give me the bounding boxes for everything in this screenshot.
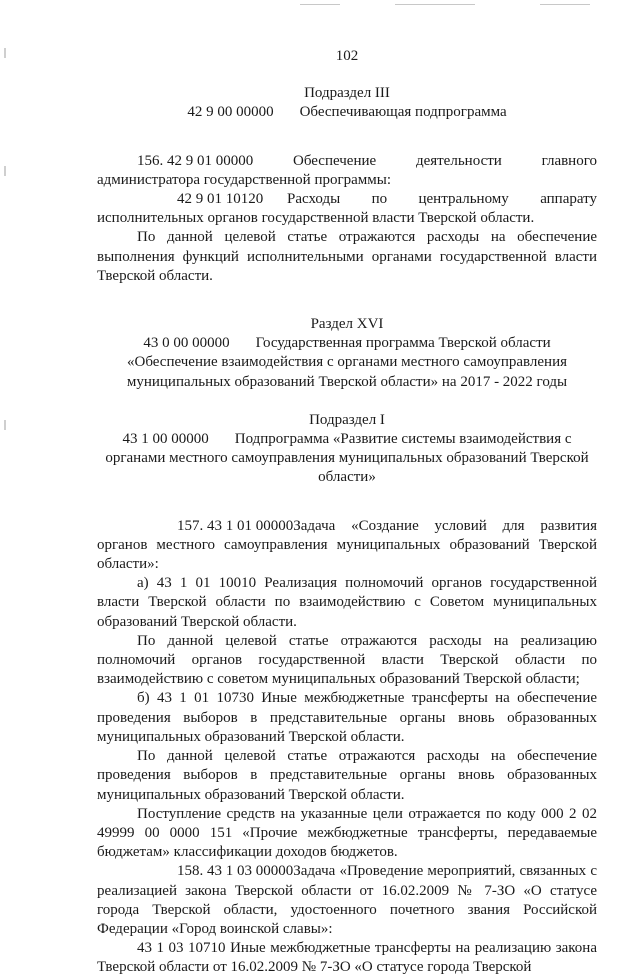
subsection-name: Обеспечивающая подпрограмма (299, 104, 507, 121)
budget-code: 42 9 00 00000 (187, 104, 274, 121)
item-157-a: а) 43 1 01 10010 Реализация полномочий органов государственной власти Тверской области по взаимодействию с Советом муниципальных образований Тверской области. (97, 575, 597, 630)
scan-artifact (4, 166, 6, 176)
item-number-code: 157. 43 1 01 00000 (177, 517, 294, 534)
item-text: Задача «Проведение мероприятий, связанных с реализацией закона Тверской области от 16.02.2009 № 7-ЗО «О статусе города Тверской области, удостоенного почетного звания Российской Федерации «Город воинской славы»: (97, 863, 597, 937)
budget-code: 42 9 01 10120 (177, 191, 264, 208)
subsection-title: Подраздел I (309, 411, 385, 428)
item-word: главного (541, 152, 597, 169)
subsection-line: органами местного самоуправления муниципальных образований Тверской (105, 450, 589, 467)
section-line: «Обеспечение взаимодействия с органами местного самоуправления (126, 354, 568, 371)
item-156-subitem (97, 190, 597, 228)
item-number-code: 158. 43 1 03 00000 (177, 863, 294, 880)
subsection-title: Подраздел III (304, 85, 390, 102)
item-158-heading (97, 862, 597, 939)
budget-code: 43 1 00 00000 (122, 431, 209, 448)
item-156-note: По данной целевой статье отражаются расходы на обеспечение выполнения функций исполнительными органами государственной власти Тверской области. (97, 229, 597, 284)
scan-artifact (300, 4, 340, 5)
document-body (97, 47, 597, 978)
item-157-b-note: По данной целевой статье отражаются расходы на обеспечение проведения выборов в представительные органы вновь образованных муниципальных образований Тверской области. (97, 748, 597, 803)
section-line: муниципальных образований Тверской области» на 2017 - 2022 годы (126, 373, 568, 390)
item-158-subitem: 43 1 03 10710 Иные межбюджетные трансферты на реализацию закона Тверской области от 16.02.2009 № 7-ЗО «О статусе города Тверской (97, 940, 597, 976)
subsection-heading (97, 430, 597, 449)
scan-artifact (4, 420, 6, 430)
item-156-continuation: администратора государственной программы: (97, 171, 392, 188)
subsection-line: Подпрограмма «Развитие системы взаимодействия с (234, 431, 572, 448)
scan-artifact (4, 48, 6, 58)
section-line: Государственная программа Тверской области (255, 335, 551, 352)
item-word: деятельности (415, 152, 502, 169)
section-heading (97, 334, 597, 353)
item-156-heading (97, 152, 597, 171)
item-text: Задача «Создание условий для развития органов местного самоуправления муниципальных образований Тверской области»: (97, 517, 597, 573)
item-157-receipt: Поступление средств на указанные цели отражается по коду 000 2 02 49999 00 0000 151 «Прочие межбюджетные трансферты, передаваемые бюджетам» классификации доходов бюджетов. (97, 805, 597, 861)
subitem-text: Расходы по центральному аппарату исполнительных органов государственной власти Тверской области. (97, 191, 597, 227)
scan-artifact (540, 4, 590, 5)
item-157-b: б) 43 1 01 10730 Иные межбюджетные трансферты на обеспечение проведения выборов в представительные органы вновь образованных муниципальных образований Тверской области. (97, 690, 597, 745)
item-number-code: 156. 42 9 01 00000 (137, 152, 254, 169)
subsection-line: области» (318, 469, 376, 486)
item-157-heading (97, 517, 597, 575)
section-title: Раздел XVI (310, 316, 384, 333)
scan-artifact (395, 4, 475, 5)
item-word: Обеспечение (293, 152, 377, 169)
page-number: 102 (335, 48, 359, 64)
item-157-a-note: По данной целевой статье отражаются расходы на реализацию полномочий органов государственной власти Тверской области по взаимодействию с советом муниципальных образований Тверской области; (97, 632, 597, 688)
subsection-heading (97, 103, 597, 122)
budget-code: 43 0 00 00000 (143, 335, 230, 352)
